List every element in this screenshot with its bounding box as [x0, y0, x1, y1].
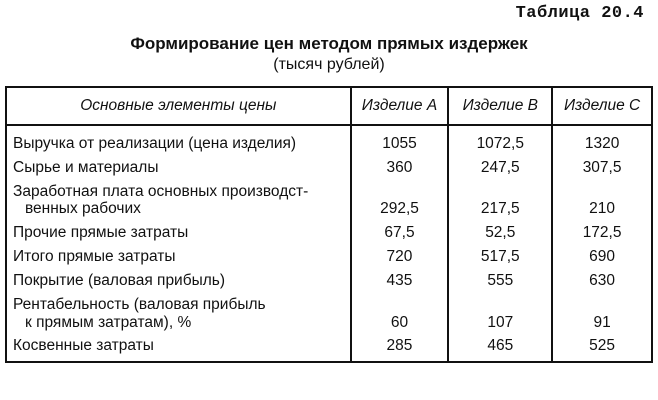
table-row	[6, 221, 652, 245]
table-row	[6, 334, 652, 362]
cell-value-c: 210	[552, 180, 652, 222]
row-label	[6, 269, 351, 293]
cell-value-b: 52,5	[448, 221, 552, 245]
row-label-line: венных рабочих	[25, 200, 141, 218]
row-label	[6, 221, 351, 245]
table-title: Формирование цен методом прямых издержек	[130, 34, 528, 53]
cell-value-a: 435	[351, 269, 449, 293]
cell-value-c: 172,5	[552, 221, 652, 245]
table-row	[6, 156, 652, 180]
cell-value-c: 690	[552, 245, 652, 269]
cell-value-b: 107	[448, 293, 552, 335]
header-row	[6, 87, 652, 125]
header-product-a: Изделие A	[351, 87, 449, 125]
row-label	[6, 334, 351, 362]
row-label	[6, 293, 351, 335]
cell-value-c: 1320	[552, 125, 652, 156]
table-subtitle: (тысяч рублей)	[273, 56, 385, 73]
cell-value-b: 465	[448, 334, 552, 362]
cell-value-b: 555	[448, 269, 552, 293]
row-label-line: Прочие прямые затраты	[13, 224, 189, 242]
cell-value-b: 217,5	[448, 180, 552, 222]
cell-value-c: 307,5	[552, 156, 652, 180]
table-row	[6, 180, 652, 222]
price-table	[5, 86, 653, 363]
header-product-b: Изделие B	[448, 87, 552, 125]
cell-value-a: 1055	[351, 125, 449, 156]
header-product-c: Изделие C	[552, 87, 652, 125]
cell-value-c: 91	[552, 293, 652, 335]
row-label-line: Косвенные затраты	[13, 337, 154, 355]
cell-value-c: 630	[552, 269, 652, 293]
row-label-line: Сырье и материалы	[13, 158, 159, 176]
cell-value-a: 285	[351, 334, 449, 362]
row-label	[6, 156, 351, 180]
row-label-line: Заработная плата основных производст-	[13, 182, 309, 200]
cell-value-c: 525	[552, 334, 652, 362]
table-row	[6, 269, 652, 293]
row-label-line: Итого прямые затраты	[13, 248, 176, 266]
header-elements: Основные элементы цены	[6, 87, 351, 125]
row-label-line: Покрытие (валовая прибыль)	[13, 271, 226, 289]
row-label-line: Рентабельность (валовая прибыль	[13, 295, 266, 313]
table-row	[6, 245, 652, 269]
row-label-line: Выручка от реализации (цена изделия)	[13, 135, 297, 152]
cell-value-a: 360	[351, 156, 449, 180]
row-label	[6, 245, 351, 269]
row-label	[6, 180, 351, 222]
cell-value-a: 60	[351, 293, 449, 335]
table-row	[6, 125, 652, 156]
cell-value-a: 720	[351, 245, 449, 269]
table-row	[6, 293, 652, 335]
row-label	[6, 125, 351, 156]
table-number: Таблица 20.4	[515, 4, 644, 23]
cell-value-a: 67,5	[351, 221, 449, 245]
cell-value-a: 292,5	[351, 180, 449, 222]
cell-value-b: 247,5	[448, 156, 552, 180]
cell-value-b: 1072,5	[448, 125, 552, 156]
row-label-line: к прямым затратам), %	[25, 313, 192, 331]
cell-value-b: 517,5	[448, 245, 552, 269]
